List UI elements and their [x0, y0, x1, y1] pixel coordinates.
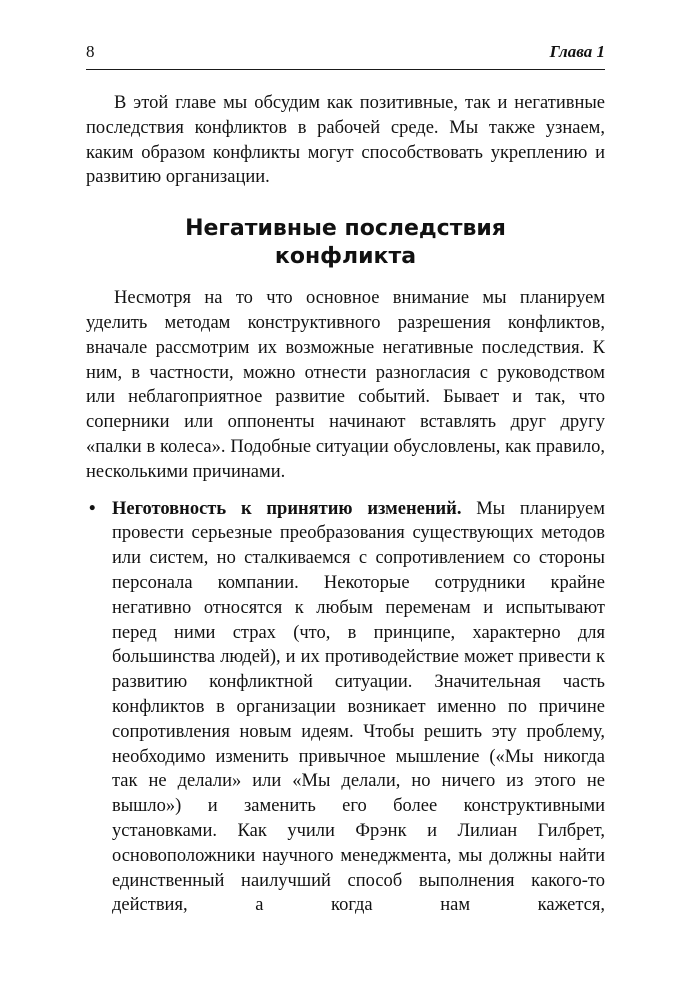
- section-heading-line2: конфликта: [274, 244, 417, 270]
- bullet-text: Мы планируем провести серьезные преобразования существующих методов или систем, но сталкиваемся с сопротивлением со стороны персонала компании. Некоторые сотрудники крайне негативно относятся к любым переменам и испытывают перед ними страх (что, в принципе, характерно для большинства людей), и их противодействие может привести к развитию конфликтной ситуации. Значительная часть конфликтов в организации возникает именно по причине сопротивления новым идеям. Чтобы решить эту проблему, необходимо изменить привычное мышление («Мы никогда так не делали» или «Мы делали, но ничего из этого не вышло») и заменить его более конструктивными установками. Как учили Фрэнк и Лилиан Гилбрет, основоположники научного менеджмента, мы должны найти единственный наилучший способ выполнения какого-то действия, а когда нам кажется,: [112, 498, 605, 916]
- section-heading-line1: Негативные последствия: [185, 216, 506, 242]
- page-header: [86, 42, 605, 62]
- chapter-label: Глава 1: [549, 42, 605, 61]
- section-heading: [86, 215, 605, 271]
- bullet-list: [86, 497, 605, 919]
- list-item: [86, 497, 605, 919]
- header-rule: [86, 69, 605, 70]
- intro-paragraph: В этой главе мы обсудим как позитивные, так и негативные последствия конфликтов в рабочей среде. Мы также узнаем, каким образом конфликты могут способствовать укреплению и развитию организации.: [86, 93, 605, 188]
- body-paragraph: Несмотря на то что основное внимание мы планируем уделить методам конструктивного разрешения конфликтов, вначале рассмотрим их возможные негативные последствия. К ним, в частности, можно отнести разногласия с руководством или неблагоприятное развитие событий. Бывает и так, что соперники или оппоненты начинают вставлять друг другу «палки в колеса». Подобные ситуации обусловлены, как правило, несколькими причинами.: [86, 288, 605, 482]
- page-number: 8: [86, 42, 95, 61]
- bullet-icon: •: [89, 498, 96, 519]
- bullet-lead: Неготовность к принятию изменений.: [112, 498, 462, 519]
